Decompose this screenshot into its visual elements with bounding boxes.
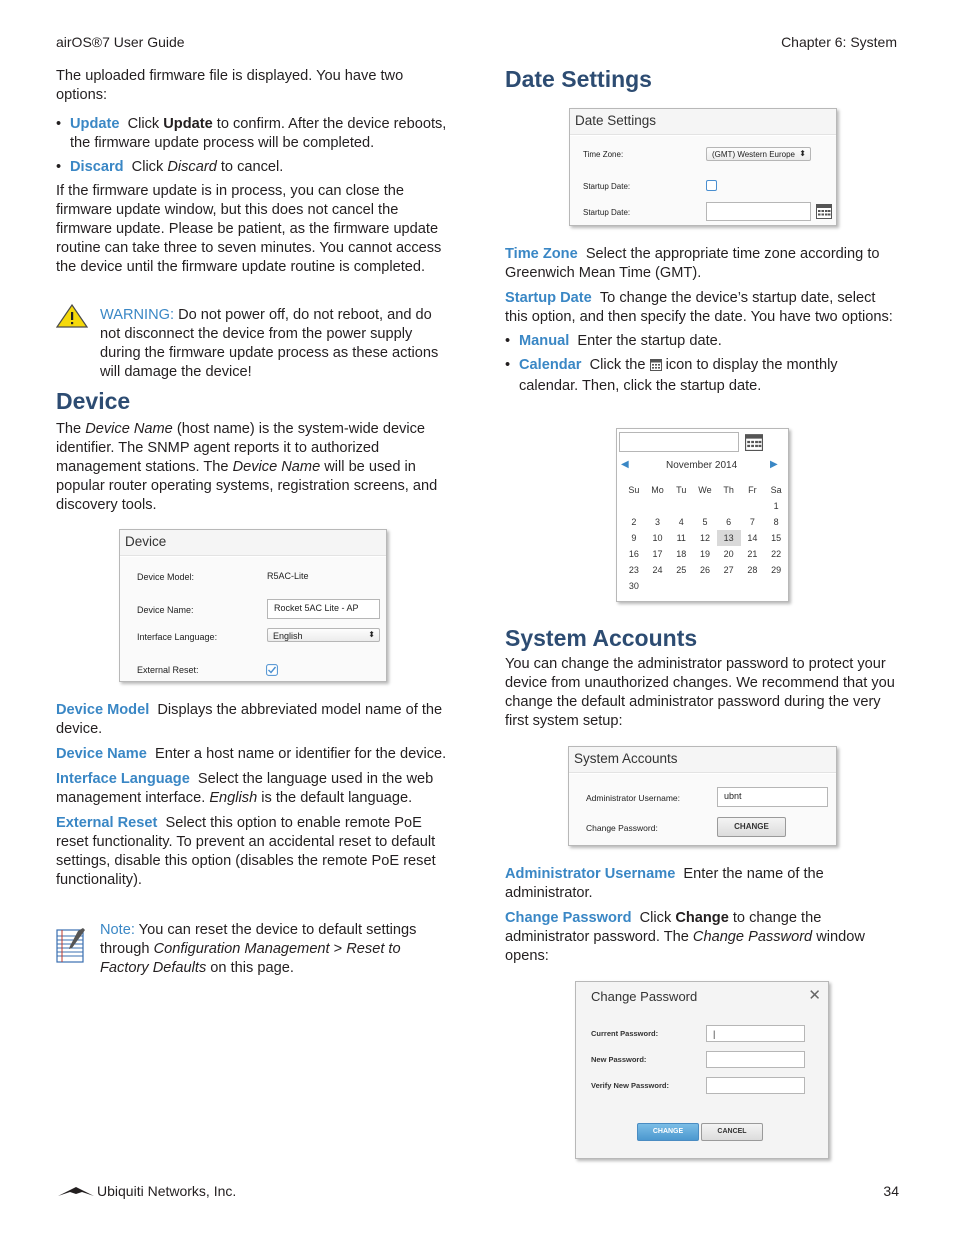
def-interface-language: Interface Language Select the language used in the web management interface. English is the default language.: [56, 771, 434, 806]
weekday: Tu: [676, 485, 687, 495]
calendar-popup: [616, 428, 789, 602]
def-time-zone: Time Zone Select the appropriate time zone according to Greenwich Mean Time (GMT).: [505, 246, 880, 281]
time-zone-select[interactable]: (GMT) Western Europe ⬍: [706, 147, 811, 161]
calendar-week-row: [622, 530, 788, 546]
calendar-day[interactable]: 27: [723, 565, 734, 575]
calendar-day[interactable]: 4: [678, 517, 684, 527]
calendar-day[interactable]: [622, 498, 646, 514]
calendar-week-row: [622, 514, 788, 530]
calendar-day[interactable]: 6: [726, 517, 732, 527]
change-password-dialog: [575, 981, 829, 1159]
header-chapter: Chapter 6: System: [781, 34, 897, 50]
select-arrows-icon: ⬍: [368, 630, 375, 639]
calendar-day[interactable]: 7: [749, 517, 755, 527]
startup-date-label: Startup Date:: [583, 182, 631, 191]
calendar-week-row: [622, 578, 788, 594]
admin-username-input[interactable]: ubnt: [717, 787, 828, 807]
calendar-day[interactable]: 5: [702, 517, 708, 527]
calendar-day[interactable]: 8: [773, 517, 779, 527]
calendar-day[interactable]: [646, 578, 670, 594]
calendar-week-row: [622, 498, 788, 514]
def-admin-username: Administrator Username Enter the name of the administrator.: [505, 866, 824, 901]
weekday: Mo: [651, 485, 664, 495]
calendar-day[interactable]: [717, 498, 741, 514]
calendar-month-title: November 2014: [666, 460, 738, 471]
calendar-week-row: [622, 562, 788, 578]
startup-date-input[interactable]: [706, 202, 811, 221]
startup-date-label-2: Startup Date:: [583, 208, 631, 217]
calendar-day[interactable]: 16: [628, 549, 639, 559]
ubiquiti-logo-icon: [56, 1185, 96, 1203]
close-icon[interactable]: ✕: [808, 987, 821, 1004]
def-startup-date: Startup Date To change the device’s startup date, select this option, and then specify the date. You have two options:: [505, 290, 893, 325]
calendar-day[interactable]: 24: [652, 565, 663, 575]
system-accounts-paragraph: You can change the administrator password to protect your device from unauthorized changes. We recommend that you change the default administrator password during the very first system setup:: [505, 656, 895, 729]
warning-icon: [56, 304, 88, 333]
current-password-input[interactable]: |: [706, 1025, 805, 1042]
calendar-day[interactable]: 2: [631, 517, 637, 527]
calendar-day[interactable]: 9: [631, 533, 637, 543]
new-password-input[interactable]: [706, 1051, 805, 1068]
calendar-day[interactable]: [717, 578, 741, 594]
calendar-day[interactable]: 29: [771, 565, 782, 575]
device-model-value: R5AC-Lite: [267, 571, 309, 581]
note-icon: [56, 928, 86, 969]
verify-password-label: Verify New Password:: [591, 1081, 669, 1090]
term-discard: Discard: [70, 159, 124, 175]
calendar-day[interactable]: 1: [773, 501, 779, 511]
def-device-name: Device Name Enter a host name or identifier for the device.: [56, 746, 447, 762]
warning-text: WARNING: Do not power off, do not reboot, and do not disconnect the device from the power supply during the firmware update process as these actions will damage the device!: [100, 307, 439, 380]
device-definitions: [56, 701, 451, 890]
calendar-grid: [622, 482, 788, 594]
interface-language-label: Interface Language:: [137, 632, 218, 642]
calendar-day[interactable]: 14: [747, 533, 758, 543]
calendar-inline-icon: [650, 358, 662, 377]
calendar-day[interactable]: 21: [747, 549, 758, 559]
calendar-day[interactable]: [646, 498, 670, 514]
calendar-day[interactable]: 26: [699, 565, 710, 575]
system-accounts-panel-title: System Accounts: [569, 747, 836, 773]
next-month-icon[interactable]: ▶: [770, 459, 778, 470]
progress-paragraph: If the firmware update is in process, you can close the firmware update window, but this does not cancel the firmware update. Please be patient, as the firmware update routine can take three to seven minutes. You cannot access the device until the firmware update routine is completed.: [56, 183, 442, 275]
calendar-day-selected[interactable]: 13: [717, 530, 741, 546]
def-change-password: Change Password Click Change to change the administrator password. The Change Password window opens:: [505, 910, 865, 964]
new-password-label: New Password:: [591, 1055, 647, 1064]
select-arrows-icon: ⬍: [799, 149, 806, 158]
system-accounts-heading: System Accounts: [505, 625, 698, 651]
change-password-dialog-title: Change Password: [576, 982, 828, 1012]
date-settings-panel-title: Date Settings: [570, 109, 836, 135]
header-guide-title: airOS®7 User Guide: [56, 34, 185, 50]
calendar-icon[interactable]: [816, 203, 832, 224]
calendar-day[interactable]: [693, 578, 717, 594]
calendar-weekday-row: [622, 482, 788, 498]
device-heading: Device: [56, 388, 131, 414]
change-button[interactable]: CHANGE: [637, 1123, 699, 1141]
calendar-day[interactable]: 22: [771, 549, 782, 559]
calendar-date-input[interactable]: [619, 432, 739, 452]
date-settings-panel: [569, 108, 837, 226]
accounts-definitions: [505, 865, 900, 966]
calendar-day[interactable]: 12: [699, 533, 710, 543]
date-definitions: [505, 245, 900, 396]
time-zone-label: Time Zone:: [583, 150, 624, 159]
interface-language-select[interactable]: English ⬍: [267, 628, 380, 642]
device-name-label: Device Name:: [137, 605, 194, 615]
calendar-icon[interactable]: [745, 433, 763, 456]
calendar-day[interactable]: 10: [652, 533, 663, 543]
current-password-label: Current Password:: [591, 1029, 659, 1038]
calendar-day[interactable]: 11: [676, 533, 686, 543]
left-column: [56, 67, 451, 277]
footer-company: Ubiquiti Networks, Inc.: [97, 1183, 237, 1199]
note-text: Note: You can reset the device to default settings through Configuration Management > Reset to Factory Defaults on this page.: [100, 922, 417, 976]
calendar-day[interactable]: 25: [676, 565, 687, 575]
weekday: We: [698, 485, 712, 495]
calendar-day[interactable]: [741, 578, 765, 594]
def-external-reset: External Reset Select this option to enable remote PoE reset functionality. To prevent an accidental reset to default settings, disable this option (disables the remote PoE reset functionality).: [56, 815, 436, 888]
external-reset-label: External Reset:: [137, 665, 199, 675]
cancel-button[interactable]: CANCEL: [701, 1123, 763, 1141]
calendar-day[interactable]: [693, 498, 717, 514]
calendar-day[interactable]: 19: [699, 549, 710, 559]
list-item-calendar: • Calendar Click the icon to display the monthly calendar. Then, click the startup date.: [505, 357, 838, 394]
calendar-day[interactable]: [741, 498, 765, 514]
list-item-discard: • Discard Click Discard to cancel.: [56, 159, 284, 175]
device-name-input[interactable]: Rocket 5AC Lite - AP: [267, 599, 380, 619]
footer-page-number: 34: [883, 1183, 899, 1199]
calendar-day[interactable]: 20: [723, 549, 734, 559]
device-paragraph: The Device Name (host name) is the system-wide device identifier. The SNMP agent reports it to authorized management stations. The Device Name will be used in popular router operating systems, registration screens, and discovery tools.: [56, 421, 438, 513]
device-panel: [119, 529, 387, 682]
weekday: Sa: [770, 485, 782, 495]
system-accounts-panel: [568, 746, 837, 846]
change-password-button[interactable]: CHANGE: [717, 817, 786, 837]
device-panel-title: Device: [120, 530, 386, 556]
weekday: Fr: [748, 485, 757, 495]
calendar-day[interactable]: 17: [652, 549, 663, 559]
calendar-day[interactable]: [764, 578, 788, 594]
device-model-label: Device Model:: [137, 572, 195, 582]
verify-password-input[interactable]: [706, 1077, 805, 1094]
calendar-week-row: [622, 546, 788, 562]
calendar-day[interactable]: 15: [771, 533, 782, 543]
calendar-day[interactable]: [669, 578, 693, 594]
calendar-day[interactable]: 28: [747, 565, 758, 575]
list-item-manual: • Manual Enter the startup date.: [505, 333, 722, 349]
external-reset-checkbox[interactable]: [266, 663, 278, 681]
prev-month-icon[interactable]: ◀: [621, 459, 629, 470]
admin-username-label: Administrator Username:: [586, 793, 681, 803]
def-device-model: Device Model Displays the abbreviated model name of the device.: [56, 702, 443, 737]
term-update: Update: [70, 116, 120, 132]
calendar-day[interactable]: 23: [628, 565, 639, 575]
date-settings-heading: Date Settings: [505, 66, 652, 92]
calendar-day[interactable]: [669, 498, 693, 514]
calendar-day[interactable]: 18: [676, 549, 687, 559]
list-item-update: • Update Click Update to confirm. After the device reboots, the firmware update process will be completed.: [56, 116, 447, 151]
change-password-label: Change Password:: [586, 823, 658, 833]
calendar-day[interactable]: 3: [655, 517, 661, 527]
startup-date-checkbox[interactable]: [706, 180, 717, 191]
calendar-day[interactable]: 30: [628, 581, 639, 591]
intro-paragraph: The uploaded firmware file is displayed. You have two options:: [56, 68, 404, 103]
weekday: Su: [628, 485, 640, 495]
weekday: Th: [723, 485, 734, 495]
